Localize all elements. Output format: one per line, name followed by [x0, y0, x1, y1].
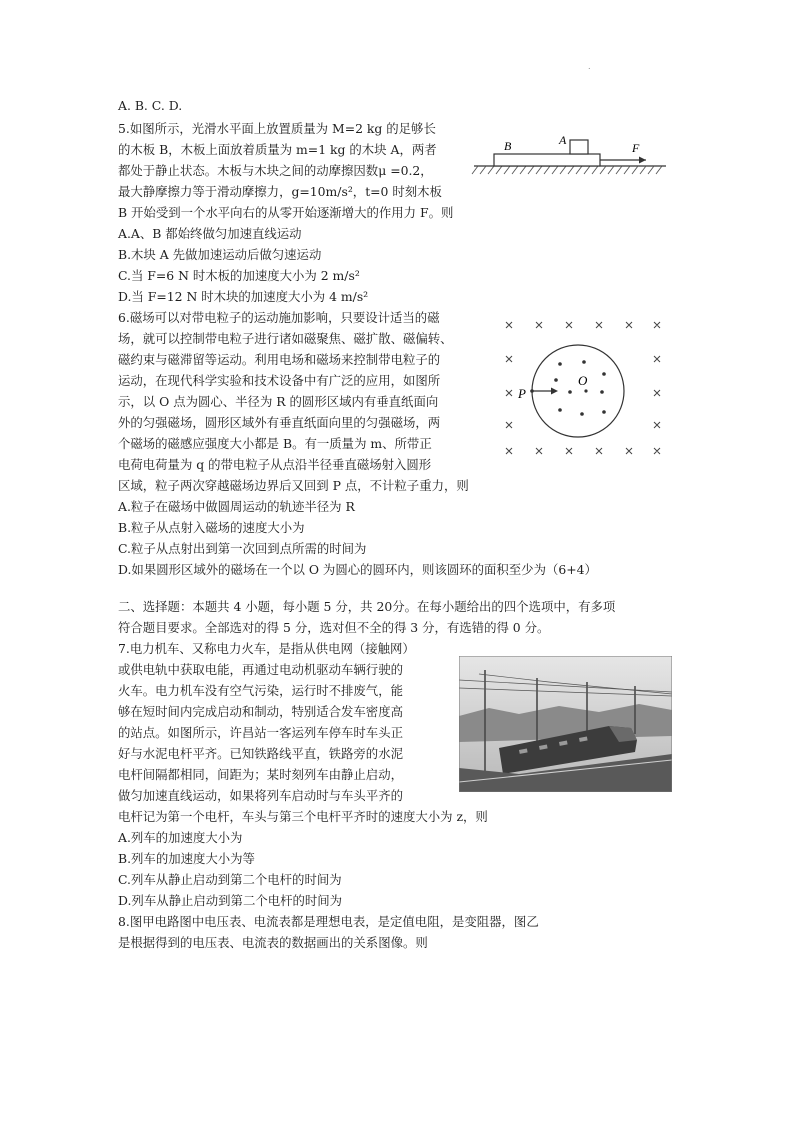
field-into-page-marks [506, 322, 660, 454]
q7-line-1: 7.电力机车、又称电力火车，是指从供电网（接触网） [118, 641, 415, 656]
q7-option-c: C.列车从静止启动到第二个电杆的时间为 [118, 872, 342, 887]
velocity-arrow-head [551, 388, 558, 395]
q5-option-b: B.木块 A 先做加速运动后做匀速运动 [118, 247, 322, 262]
q6-line-7: 个磁场的磁感应强度大小都是 B。有一质量为 m、所带正 [118, 436, 432, 451]
q6-line-3: 磁约束与磁滞留等运动。利用电场和磁场来控制带电粒子的 [118, 352, 441, 367]
label-a: A [559, 133, 567, 147]
q7-line-6: 好与水泥电杆平齐。已知铁路线平直，铁路旁的水泥 [118, 746, 403, 761]
page-mark: . [588, 62, 591, 71]
q6-line-4: 运动，在现代科学实验和技术设备中有广泛的应用，如图所 [118, 373, 441, 388]
q5-option-a: A.A、B 都始终做匀加速直线运动 [118, 226, 302, 241]
board-b [494, 154, 600, 166]
q7-option-d: D.列车从静止启动到第二个电杆的时间为 [118, 893, 343, 908]
q6-line-8: 电荷电荷量为 q 的带电粒子从点沿半径垂直磁场射入圆形 [118, 457, 432, 472]
section2-line-1: 二、选择题：本题共 4 小题，每小题 5 分，共 20分。在每小题给出的四个选项中，有多项 [118, 599, 616, 614]
q7-line-8: 做匀加速直线运动，如果将列车启动时与车头平齐的 [118, 788, 403, 803]
label-b: B [504, 139, 512, 153]
q7-option-a: A.列车的加速度大小为 [118, 830, 243, 845]
q7-line-5: 的站点。如图所示，许昌站一客运列车停车时车头正 [118, 725, 403, 740]
q6-option-b: B.粒子从点射入磁场的速度大小为 [118, 520, 305, 535]
q6-option-d: D.如果圆形区域外的磁场在一个以 O 为圆心的圆环内，则该圆环的面积至少为（6+4） [118, 562, 597, 577]
q7-line-9: 电杆记为第一个电杆，车头与第三个电杆平齐时的速度大小为 z，则 [118, 809, 488, 824]
q5-line-2: 的木板 B，木板上面放着质量为 m=1 kg 的木块 A，两者 [118, 142, 437, 157]
q5-option-c: C.当 F=6 N 时木板的加速度大小为 2 m/s² [118, 268, 360, 283]
q6-option-a: A.粒子在磁场中做圆周运动的轨迹半径为 R [118, 499, 355, 514]
section2-line-2: 符合题目要求。全部选对的得 5 分，选对但不全的得 3 分，有选错的得 0 分。 [118, 620, 550, 635]
q6-option-c: C.粒子从点射出到第一次回到点所需的时间为 [118, 541, 367, 556]
q5-line-1: 5.如图所示，光滑水平面上放置质量为 M=2 kg 的足够长 [118, 121, 436, 136]
q5-line-3: 都处于静止状态。木板与木块之间的动摩擦因数μ =0.2， [118, 163, 433, 178]
q5-figure [470, 128, 670, 180]
q7-line-2: 或供电轨中获取电能，再通过电动机驱动车辆行驶的 [118, 662, 403, 677]
q6-line-2: 场，就可以控制带电粒子进行诸如磁聚焦、磁扩散、磁偏转、 [118, 331, 453, 346]
label-f: F [632, 141, 640, 155]
q6-line-6: 外的匀强磁场，圆形区域外有垂直纸面向里的匀强磁场，两 [118, 415, 441, 430]
ground-hatch [472, 166, 666, 174]
q4-options: A. B. C. D. [118, 98, 183, 113]
q6-line-5: 示，以 O 点为圆心、半径为 R 的圆形区域内有垂直纸面向 [118, 394, 439, 409]
q7-option-b: B.列车的加速度大小为等 [118, 851, 255, 866]
q7-line-7: 电杆间隔都相同，间距为；某时刻列车由静止启动， [118, 767, 403, 782]
q7-line-4: 够在短时间内完成启动和制动，特别适合发车密度高 [118, 704, 403, 719]
q5-line-4: 最大静摩擦力等于滑动摩擦力，g=10m/s²，t=0 时刻木板 [118, 184, 442, 199]
label-o: O [578, 373, 588, 388]
q8-line-2: 是根据得到的电压表、电流表的数据画出的关系图像。则 [118, 935, 428, 950]
q6-figure [494, 312, 670, 462]
force-arrow-head [639, 157, 646, 164]
q5-line-5: B 开始受到一个水平向右的从零开始逐渐增大的作用力 F。则 [118, 205, 454, 220]
q8-line-1: 8.图甲电路图中电压表、电流表都是理想电表，是定值电阻，是变阻器，图乙 [118, 914, 539, 929]
block-a [570, 140, 588, 154]
q6-line-1: 6.磁场可以对带电粒子的运动施加影响，只要设计适当的磁 [118, 310, 440, 325]
q6-line-9: 区域，粒子两次穿越磁场边界后又回到 P 点，不计粒子重力，则 [118, 478, 469, 493]
train-photo [459, 656, 672, 792]
q7-line-3: 火车。电力机车没有空气污染，运行时不排废气，能 [118, 683, 403, 698]
q5-option-d: D.当 F=12 N 时木块的加速度大小为 4 m/s² [118, 289, 369, 304]
field-out-of-page-dots [554, 360, 606, 416]
label-p: P [518, 386, 526, 401]
point-o [584, 389, 587, 392]
